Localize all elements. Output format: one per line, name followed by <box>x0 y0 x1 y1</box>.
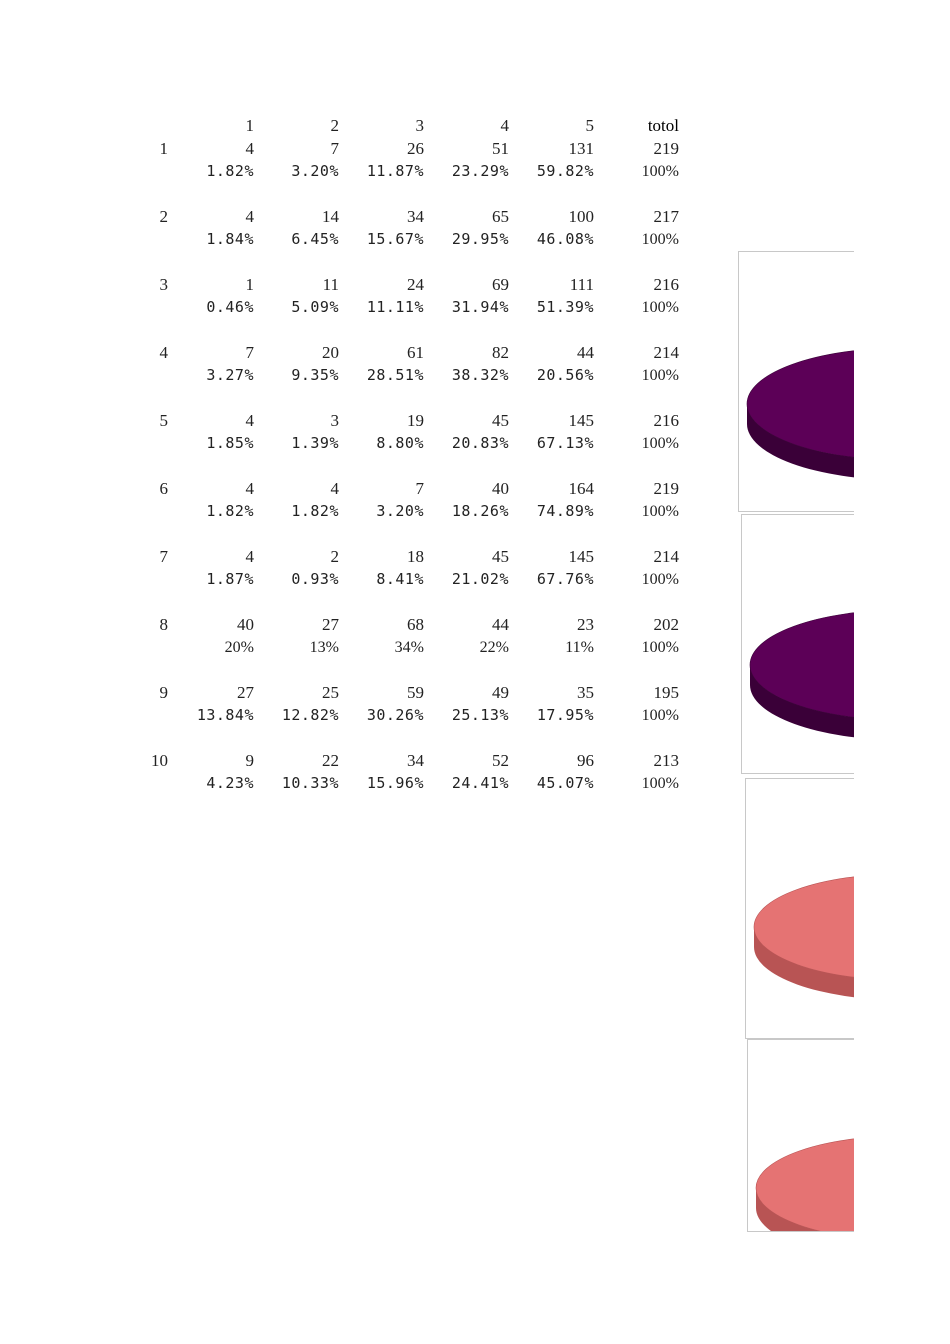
row-total-count: 217 <box>653 207 679 226</box>
row-total-percent: 100% <box>641 503 679 520</box>
pie-chart-2[interactable] <box>741 514 854 774</box>
percent-cell: 10.33% <box>281 774 339 792</box>
row-total-count: 213 <box>653 751 679 770</box>
header-score-1: 1 <box>245 116 254 135</box>
count-cell: 2 <box>330 547 339 566</box>
count-cell: 7 <box>330 139 339 158</box>
count-cell: 44 <box>577 343 594 362</box>
row-total-count: 216 <box>653 275 679 294</box>
table-row <box>0 273 700 296</box>
count-cell: 34 <box>407 751 424 770</box>
count-cell: 27 <box>322 615 339 634</box>
row-total-percent: 100% <box>641 299 679 316</box>
table-row <box>0 545 700 568</box>
percent-cell: 17.95% <box>536 706 594 724</box>
table-row <box>0 409 700 432</box>
row-label: 1 <box>159 139 168 158</box>
count-cell: 49 <box>492 683 509 702</box>
count-cell: 61 <box>407 343 424 362</box>
percent-cell: 21.02% <box>451 570 509 588</box>
pie-chart-graphic <box>739 252 854 511</box>
percent-cell: 4.23% <box>206 774 254 792</box>
row-total-count: 214 <box>653 343 679 362</box>
pie-chart-1[interactable] <box>738 251 854 512</box>
table-percent-row <box>0 636 700 659</box>
header-score-2: 2 <box>330 116 339 135</box>
percent-cell: 13.84% <box>196 706 254 724</box>
percent-cell: 0.93% <box>291 570 339 588</box>
percent-cell: 11.11% <box>366 298 424 316</box>
percent-cell: 20.83% <box>451 434 509 452</box>
row-total-count: 219 <box>653 479 679 498</box>
percent-cell: 28.51% <box>366 366 424 384</box>
table-row <box>0 681 700 704</box>
row-total-count: 214 <box>653 547 679 566</box>
percent-cell: 20.56% <box>536 366 594 384</box>
header-score-5: 5 <box>585 116 594 135</box>
count-cell: 82 <box>492 343 509 362</box>
row-label: 4 <box>159 343 168 362</box>
percent-cell: 8.41% <box>376 570 424 588</box>
count-cell: 11 <box>322 275 339 294</box>
row-total-count: 202 <box>653 615 679 634</box>
percent-cell: 1.82% <box>291 502 339 520</box>
percent-cell: 15.96% <box>366 774 424 792</box>
count-cell: 24 <box>407 275 424 294</box>
row-total-percent: 100% <box>641 435 679 452</box>
table-row <box>0 749 700 772</box>
pie-chart-4[interactable] <box>747 1039 854 1232</box>
row-total-percent: 100% <box>641 163 679 180</box>
table-percent-row <box>0 568 700 591</box>
row-label: 9 <box>159 683 168 702</box>
count-cell: 4 <box>245 547 254 566</box>
count-cell: 111 <box>569 275 594 294</box>
count-cell: 9 <box>245 751 254 770</box>
pie-chart-3[interactable] <box>745 778 854 1039</box>
percent-cell: 1.84% <box>206 230 254 248</box>
count-cell: 35 <box>577 683 594 702</box>
count-cell: 26 <box>407 139 424 158</box>
percent-cell: 46.08% <box>536 230 594 248</box>
row-label: 7 <box>159 547 168 566</box>
count-cell: 14 <box>322 207 339 226</box>
header-total: totol <box>647 116 679 135</box>
table-percent-row <box>0 228 700 251</box>
percent-cell: 18.26% <box>451 502 509 520</box>
table-percent-row <box>0 364 700 387</box>
percent-cell: 1.82% <box>206 502 254 520</box>
count-cell: 25 <box>322 683 339 702</box>
percent-cell: 1.39% <box>291 434 339 452</box>
percent-cell: 0.46% <box>206 298 254 316</box>
row-total-percent: 100% <box>641 231 679 248</box>
row-label: 2 <box>159 207 168 226</box>
count-cell: 4 <box>245 139 254 158</box>
count-cell: 44 <box>492 615 509 634</box>
count-cell: 4 <box>330 479 339 498</box>
count-cell: 100 <box>568 207 594 226</box>
percent-cell: 24.41% <box>451 774 509 792</box>
row-label: 3 <box>159 275 168 294</box>
count-cell: 27 <box>237 683 254 702</box>
count-cell: 1 <box>245 275 254 294</box>
percent-cell: 11% <box>565 639 594 656</box>
percent-cell: 45.07% <box>536 774 594 792</box>
count-cell: 4 <box>245 207 254 226</box>
count-cell: 164 <box>568 479 594 498</box>
count-cell: 145 <box>568 411 594 430</box>
table-row <box>0 341 700 364</box>
row-total-count: 216 <box>653 411 679 430</box>
row-total-count: 219 <box>653 139 679 158</box>
count-cell: 40 <box>237 615 254 634</box>
count-cell: 4 <box>245 479 254 498</box>
count-cell: 52 <box>492 751 509 770</box>
table-percent-row <box>0 296 700 319</box>
percent-cell: 5.09% <box>291 298 339 316</box>
percent-cell: 51.39% <box>536 298 594 316</box>
percent-cell: 74.89% <box>536 502 594 520</box>
percent-cell: 20% <box>224 639 254 656</box>
percent-cell: 6.45% <box>291 230 339 248</box>
row-label: 6 <box>159 479 168 498</box>
count-cell: 19 <box>407 411 424 430</box>
count-cell: 45 <box>492 547 509 566</box>
table-row <box>0 477 700 500</box>
count-cell: 69 <box>492 275 509 294</box>
row-label: 10 <box>151 751 168 770</box>
percent-cell: 34% <box>394 639 424 656</box>
percent-cell: 31.94% <box>451 298 509 316</box>
row-total-percent: 100% <box>641 707 679 724</box>
table-row <box>0 137 700 160</box>
header-score-4: 4 <box>500 116 509 135</box>
count-cell: 96 <box>577 751 594 770</box>
count-cell: 40 <box>492 479 509 498</box>
percent-cell: 25.13% <box>451 706 509 724</box>
row-total-percent: 100% <box>641 639 679 656</box>
percent-cell: 59.82% <box>536 162 594 180</box>
percent-cell: 9.35% <box>291 366 339 384</box>
percent-cell: 13% <box>309 639 339 656</box>
count-cell: 131 <box>568 139 594 158</box>
count-cell: 59 <box>407 683 424 702</box>
count-cell: 34 <box>407 207 424 226</box>
row-total-percent: 100% <box>641 775 679 792</box>
row-total-percent: 100% <box>641 367 679 384</box>
percent-cell: 67.76% <box>536 570 594 588</box>
count-cell: 68 <box>407 615 424 634</box>
table-header-row <box>0 114 700 137</box>
percent-cell: 3.20% <box>376 502 424 520</box>
percent-cell: 12.82% <box>281 706 339 724</box>
percent-cell: 38.32% <box>451 366 509 384</box>
pie-chart-graphic <box>746 779 854 1038</box>
count-cell: 20 <box>322 343 339 362</box>
percent-cell: 67.13% <box>536 434 594 452</box>
percent-cell: 1.85% <box>206 434 254 452</box>
percent-cell: 11.87% <box>366 162 424 180</box>
percent-cell: 8.80% <box>376 434 424 452</box>
count-cell: 3 <box>330 411 339 430</box>
count-cell: 7 <box>415 479 424 498</box>
header-score-3: 3 <box>415 116 424 135</box>
pie-chart-graphic <box>742 515 854 773</box>
count-cell: 22 <box>322 751 339 770</box>
percent-cell: 30.26% <box>366 706 424 724</box>
percent-cell: 23.29% <box>451 162 509 180</box>
pie-chart-graphic <box>748 1040 854 1231</box>
row-total-count: 195 <box>653 683 679 702</box>
percent-cell: 1.87% <box>206 570 254 588</box>
table-percent-row <box>0 772 700 795</box>
count-cell: 7 <box>245 343 254 362</box>
table-percent-row <box>0 160 700 183</box>
percent-cell: 3.20% <box>291 162 339 180</box>
count-cell: 51 <box>492 139 509 158</box>
table-percent-row <box>0 704 700 727</box>
count-cell: 4 <box>245 411 254 430</box>
table-row <box>0 613 700 636</box>
percent-cell: 3.27% <box>206 366 254 384</box>
row-total-percent: 100% <box>641 571 679 588</box>
count-cell: 45 <box>492 411 509 430</box>
count-cell: 18 <box>407 547 424 566</box>
table-percent-row <box>0 500 700 523</box>
count-cell: 23 <box>577 615 594 634</box>
table-row <box>0 205 700 228</box>
percent-cell: 29.95% <box>451 230 509 248</box>
percent-cell: 1.82% <box>206 162 254 180</box>
table-percent-row <box>0 432 700 455</box>
percent-cell: 22% <box>479 639 509 656</box>
percent-cell: 15.67% <box>366 230 424 248</box>
count-cell: 145 <box>568 547 594 566</box>
row-label: 8 <box>159 615 168 634</box>
count-cell: 65 <box>492 207 509 226</box>
row-label: 5 <box>159 411 168 430</box>
